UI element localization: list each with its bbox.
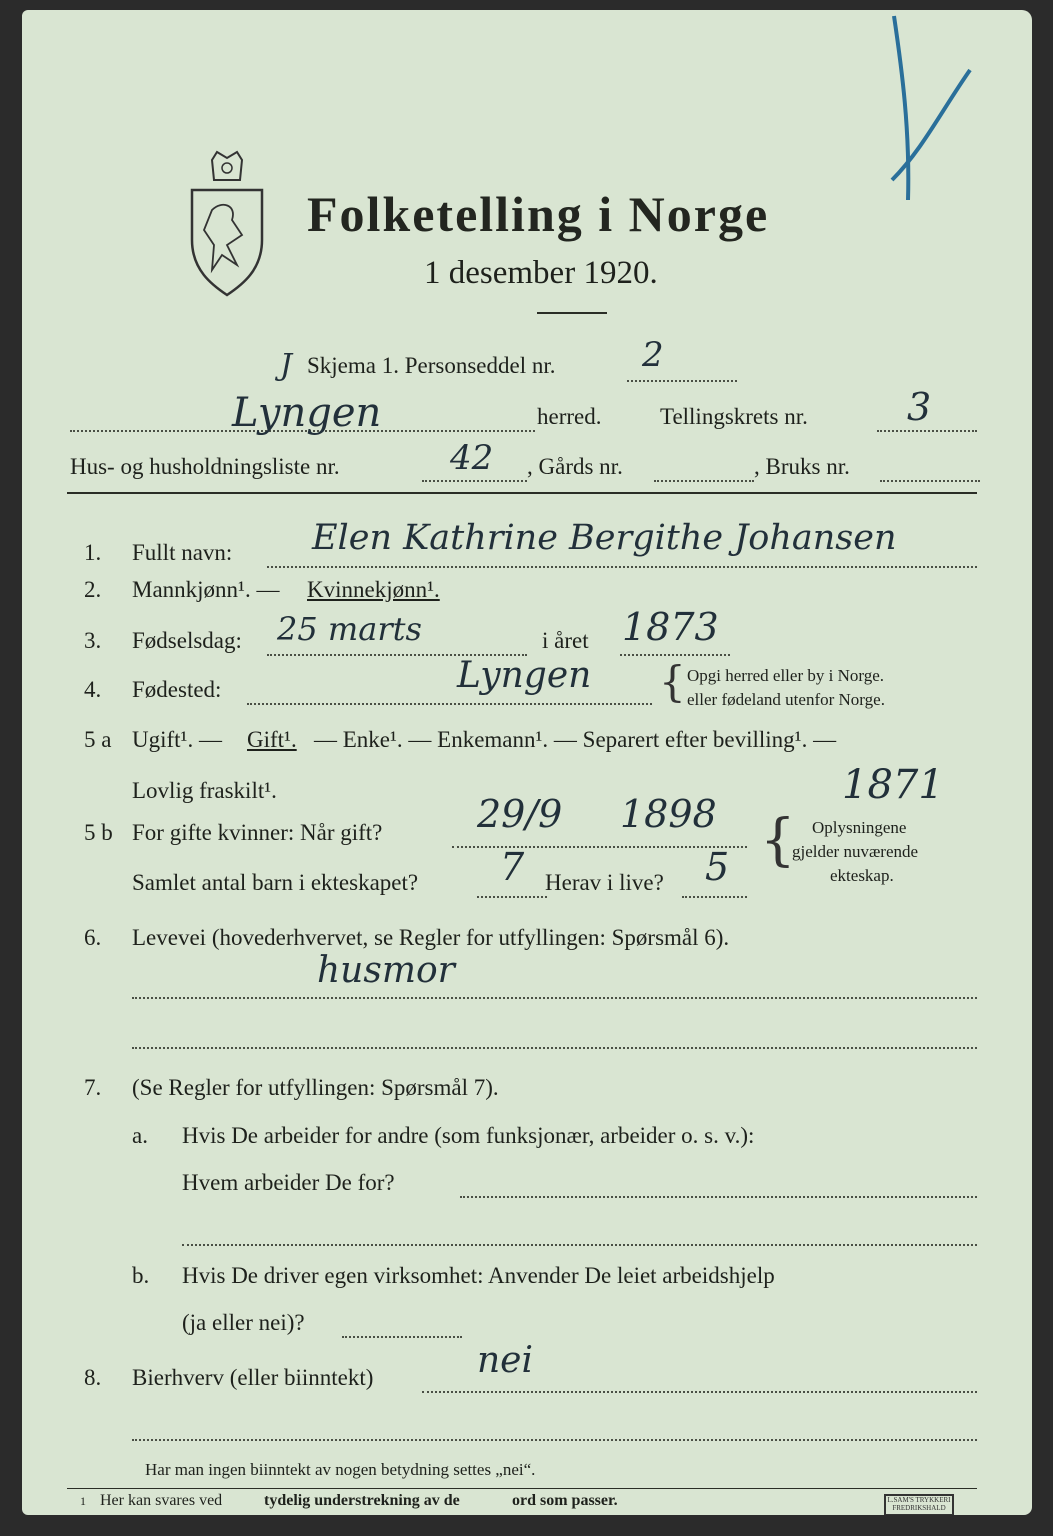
marriage-date-value: 29/9	[477, 792, 563, 836]
q7-label: (Se Regler for utfyllingen: Spørsmål 7).	[132, 1075, 499, 1100]
q5b-brace: {	[760, 808, 796, 873]
q4-note-2: eller fødeland utenfor Norge.	[687, 690, 885, 709]
gards-line	[654, 480, 754, 482]
q6-line-1	[132, 997, 977, 999]
q5b-note-3: ekteskap.	[830, 866, 894, 885]
q5b-note-1: Oplysningene	[812, 818, 907, 837]
q5b-number: 5 b	[84, 820, 113, 845]
gards-label: , Gårds nr.	[527, 454, 623, 479]
birth-year-value: 1873	[622, 605, 719, 649]
bruks-line	[880, 480, 980, 482]
q4-brace: {	[659, 657, 686, 706]
q4-line	[247, 703, 652, 705]
birthplace-value: Lyngen	[457, 655, 592, 696]
q5b-note-2: gjelder nuværende	[792, 842, 919, 861]
side-income-value: nei	[477, 1340, 534, 1381]
printer-stamp: L.SAM'S TRYKKERI FREDRIKSHALD	[884, 1494, 954, 1515]
footer-divider	[67, 1488, 977, 1489]
q5a-unmarried-option: Ugift¹. —	[132, 727, 222, 752]
census-date: 1 desember 1920.	[424, 255, 658, 291]
krets-value: 3	[907, 385, 932, 429]
bruks-label: , Bruks nr.	[754, 454, 850, 479]
footnote-text-c: ord som passer.	[512, 1492, 618, 1509]
full-name-value: Elen Kathrine Bergithe Johansen	[312, 518, 897, 558]
q5a-annotation-year: 1871	[842, 762, 944, 808]
birthdate-value: 25 marts	[277, 610, 422, 648]
footnote-number: 1	[80, 1494, 86, 1508]
q6-line-2	[132, 1047, 977, 1049]
q5b-children-label: Samlet antal barn i ekteskapet?	[132, 870, 419, 895]
q7a-letter: a.	[132, 1123, 148, 1148]
footer-note: Har man ingen biinntekt av nogen betydning settes „nei“.	[145, 1460, 536, 1479]
q4-number: 4.	[84, 677, 102, 702]
q2-number: 2.	[84, 577, 102, 602]
footnote-text-b: tydelig understrekning av de	[264, 1492, 460, 1509]
q7-number: 7.	[84, 1075, 102, 1100]
krets-label: Tellingskrets nr.	[660, 404, 808, 429]
q8-line-2	[132, 1439, 977, 1441]
schema-label: Skjema 1. Personseddel nr.	[307, 353, 556, 378]
q7b-line-1: Hvis De driver egen virksomhet: Anvender De leiet arbeidshjelp	[182, 1263, 775, 1288]
pencil-check-mark	[842, 10, 982, 210]
hus-line	[422, 480, 527, 482]
coat-of-arms-icon	[182, 150, 272, 300]
q1-number: 1.	[84, 540, 102, 565]
q7b-answer-line	[342, 1336, 462, 1338]
census-form-sheet	[22, 10, 1032, 1515]
hus-value: 42	[450, 438, 494, 478]
q4-label: Fødested:	[132, 677, 222, 702]
q1-label: Fullt navn:	[132, 540, 233, 565]
form-title: Folketelling i Norge	[307, 186, 770, 242]
q2-female-option: Kvinnekjønn¹.	[307, 577, 440, 602]
q8-label: Bierhverv (eller biinntekt)	[132, 1365, 374, 1390]
q7a-answer-line-1	[460, 1196, 977, 1198]
q5b-alive-label: Herav i live?	[545, 870, 664, 895]
q3-year-label: i året	[542, 628, 589, 653]
q5a-divorced-option: Lovlig fraskilt¹.	[132, 778, 277, 803]
q7b-line-2: (ja eller nei)?	[182, 1310, 305, 1335]
schema-line	[627, 380, 737, 382]
q7a-answer-line-2	[182, 1244, 977, 1246]
q1-line	[267, 566, 977, 568]
q6-number: 6.	[84, 925, 102, 950]
schema-value: 2	[642, 335, 664, 375]
q3-year-line	[620, 654, 730, 656]
marriage-year-value: 1898	[620, 792, 717, 836]
q7b-letter: b.	[132, 1263, 150, 1288]
footnote-text-a: Her kan svares ved	[100, 1492, 223, 1509]
q5b-label: For gifte kvinner: Når gift?	[132, 820, 383, 845]
q7a-line-1: Hvis De arbeider for andre (som funksjonær, arbeider o. s. v.):	[182, 1123, 755, 1148]
hus-label: Hus- og husholdningsliste nr.	[70, 454, 340, 479]
q3-number: 3.	[84, 628, 102, 653]
q5a-married-option: Gift¹.	[247, 727, 297, 752]
q5a-other-options: — Enke¹. — Enkemann¹. — Separert efter bevilling¹. —	[314, 727, 837, 752]
herred-value: Lyngen	[232, 390, 382, 436]
q3-label: Fødselsdag:	[132, 628, 242, 653]
herred-label: herred.	[537, 404, 602, 429]
q7a-line-2: Hvem arbeider De for?	[182, 1170, 395, 1195]
q8-number: 8.	[84, 1365, 102, 1390]
q8-line-1	[422, 1391, 977, 1393]
q5b-date-line	[452, 846, 747, 848]
krets-line	[877, 430, 977, 432]
schema-flourish: J	[280, 348, 293, 383]
children-alive-value: 5	[705, 845, 730, 889]
title-divider	[537, 312, 607, 314]
occupation-value: husmor	[317, 950, 455, 991]
q6-label: Levevei (hovederhvervet, se Regler for utfyllingen: Spørsmål 6).	[132, 925, 730, 950]
q2-male-option: Mannkjønn¹. —	[132, 577, 280, 602]
q4-note-1: Opgi herred eller by i Norge.	[687, 666, 885, 685]
q5b-alive-line	[682, 896, 747, 898]
header-divider	[67, 492, 977, 494]
q5b-children-line	[477, 896, 547, 898]
children-count-value: 7	[500, 845, 525, 889]
q5a-number: 5 a	[84, 727, 112, 752]
